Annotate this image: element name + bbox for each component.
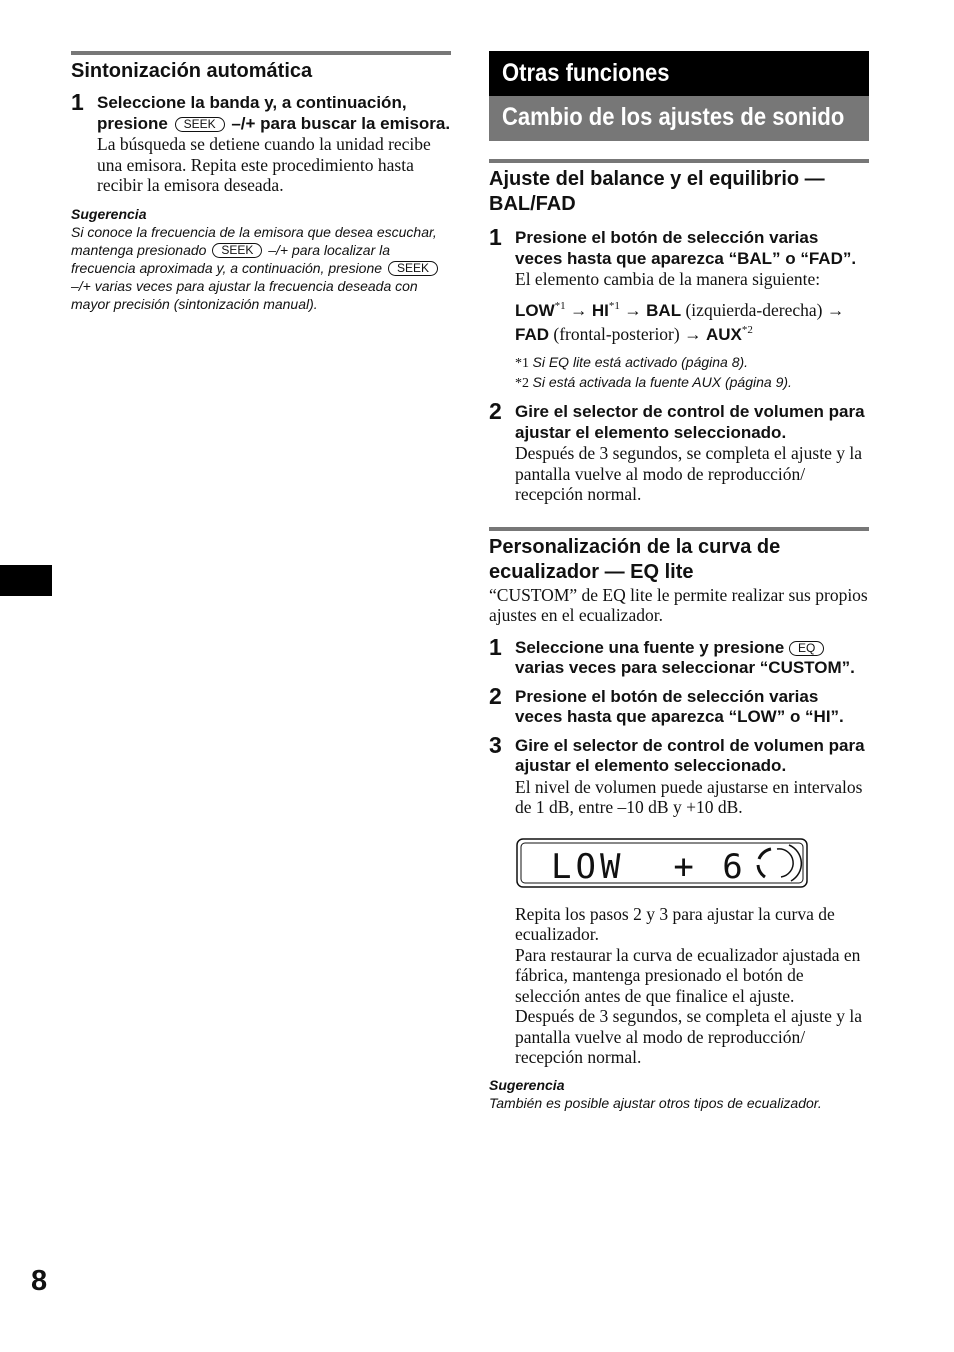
step-1-eq xyxy=(489,633,869,679)
right-column xyxy=(489,51,869,1112)
footnote: *1 Si EQ lite está activado (página 8). xyxy=(515,354,749,372)
after-steps-text: Repita los pasos 2 y 3 para ajustar la curva de ecualizador. Para restaurar la curva de ecualizador ajustada en fábrica, mantenga presionado el botón de selección antes de que finalice el ajuste. Después de 3 segundos, se completa el ajuste y la pantalla vuelve al modo de reproducción/ recepción normal. xyxy=(515,903,862,1068)
step-number: 2 xyxy=(489,398,502,425)
arrow-right-icon: → xyxy=(624,299,642,320)
tip-heading: Sugerencia xyxy=(71,205,147,222)
section-rule xyxy=(489,527,869,531)
section-rule xyxy=(489,159,869,163)
step-title: Presione el botón de selección varias veces hasta que aparezca “BAL” o “FAD”. xyxy=(515,228,857,268)
seek-key-icon: SEEK xyxy=(212,243,262,258)
step-2-eq xyxy=(489,682,869,728)
eq-key-icon: EQ xyxy=(789,641,824,656)
setting-sequence: LOW$^{*1}$ → HI$^{*1}$ → BAL (izquierda-derecha) → FAD (frontal-posterior) → AUX$^{*2}$ xyxy=(515,299,845,345)
step-number: 1 xyxy=(489,224,502,250)
arrow-right-icon: → xyxy=(684,324,702,345)
left-column xyxy=(71,51,451,313)
step-number: 1 xyxy=(489,633,502,660)
seek-key-icon: SEEK xyxy=(388,261,438,276)
tip-heading: Sugerencia xyxy=(489,1076,565,1093)
arrow-right-icon: → xyxy=(826,299,845,320)
arrow-right-icon: → xyxy=(570,299,588,320)
seek-key-icon: SEEK xyxy=(175,117,225,132)
step-3-eq xyxy=(489,731,869,818)
footnote: *2 Si está activada la fuente AUX (página 9). xyxy=(515,374,792,392)
section-intro: “CUSTOM” de EQ lite le permite realizar sus propios ajustes en el ecualizador. xyxy=(489,584,868,626)
volume-dial-icon xyxy=(758,845,801,881)
heading-sintonizacion: Sintonización automática xyxy=(71,60,313,82)
step-1-sintonizacion xyxy=(71,89,451,196)
step-number: 2 xyxy=(489,682,502,709)
step-title: Presione el botón de selección varias veces hasta que aparezca “LOW” o “HI”. xyxy=(515,686,844,727)
step-number: 3 xyxy=(489,731,502,758)
tip-text: Si conoce la frecuencia de la emisora que desea escuchar, mantenga presionado SEEK –/+ para localizar la frecuencia aproximada y, a continuación, presione SEEK –/+ varias veces para ajustar la frecuencia deseada con mayor precisión (sintonización manual). xyxy=(71,223,437,312)
chapter-title: Otras funciones xyxy=(489,51,869,96)
page-number: 8 xyxy=(31,1265,48,1297)
step-body: La búsqueda se detiene cuando la unidad recibe una emisora. Repita este procedimiento hasta recibir la emisora deseada. xyxy=(97,134,431,195)
lcd-display xyxy=(515,837,869,894)
heading-eq-lite: Personalización de la curva de ecualizador — EQ lite xyxy=(489,535,781,583)
step-1-bal-fad xyxy=(489,224,869,393)
step-body: El nivel de volumen puede ajustarse en intervalos de 1 dB, entre –10 dB y +10 dB. xyxy=(515,776,863,818)
lcd-text: LOW + 6 xyxy=(551,846,747,887)
section-tab-marker xyxy=(0,565,52,596)
step-number: 1 xyxy=(71,89,84,115)
chapter-subtitle: Cambio de los ajustes de sonido xyxy=(489,96,869,141)
tip-box xyxy=(489,1076,869,1112)
step-title: Gire el selector de control de volumen para ajustar el elemento seleccionado. xyxy=(515,402,865,442)
heading-bal-fad: Ajuste del balance y el equilibrio — BAL/FAD xyxy=(489,168,825,215)
lcd-display-illustration xyxy=(515,837,809,889)
step-title: Seleccione la banda y, a continuación, presione SEEK –/+ para buscar la emisora. xyxy=(97,93,451,133)
step-title: Gire el selector de control de volumen para ajustar el elemento seleccionado. xyxy=(515,735,865,776)
step-body: Después de 3 segundos, se completa el ajuste y la pantalla vuelve al modo de reproducción/ recepción normal. xyxy=(515,443,862,505)
tip-box xyxy=(71,205,451,313)
step-2-bal-fad xyxy=(489,398,869,505)
footnotes xyxy=(515,353,869,393)
section-rule xyxy=(71,51,451,55)
step-body: El elemento cambia de la manera siguiente: xyxy=(515,269,821,289)
step-title: Seleccione una fuente y presione EQ varias veces para seleccionar “CUSTOM”. xyxy=(515,637,855,678)
tip-text: También es posible ajustar otros tipos de ecualizador. xyxy=(489,1094,822,1111)
